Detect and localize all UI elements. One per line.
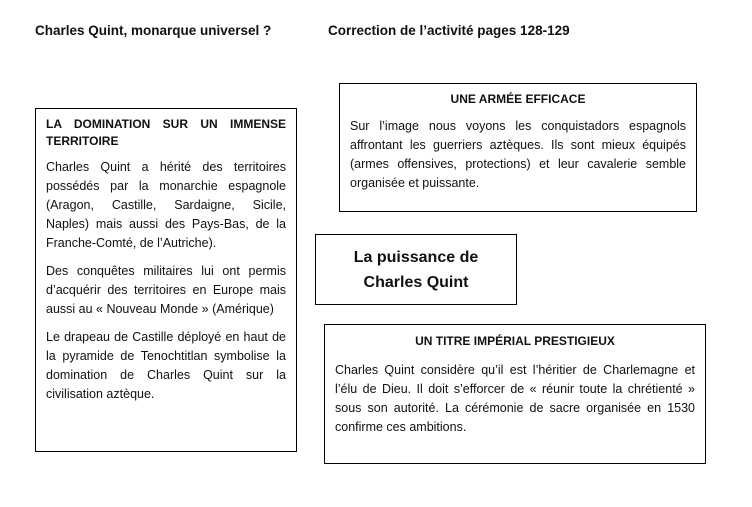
central-title-line1: La puissance de — [353, 248, 479, 266]
domination-paragraph-1: Charles Quint a hérité des territoires possédés par la monarchie espagnole (Aragon, Castille, Sardaigne, Sicile, Naples) mais aussi des Pays-Bas, de la Franche-Comté, de l’Autriche). — [46, 160, 286, 250]
domination-title-line2: TERRITOIRE — [46, 134, 119, 148]
titre-imperial-box — [324, 324, 706, 464]
domination-title — [46, 116, 286, 150]
armee-title: UNE ARMÉE EFFICACE — [450, 92, 586, 106]
domination-paragraph-2: Des conquêtes militaires lui ont permis d’acquérir des territoires en Europe mais aussi au « Nouveau Monde » (Amérique) — [46, 264, 286, 316]
document-title: Charles Quint, monarque universel ? — [35, 23, 272, 38]
titre-imperial-title: UN TITRE IMPÉRIAL PRESTIGIEUX — [415, 334, 615, 348]
domination-paragraph-3: Le drapeau de Castille déployé en haut de la pyramide de Tenochtitlan symbolise la domination de Charles Quint sur la civilisation aztèque. — [46, 330, 286, 401]
armee-paragraph: Sur l’image nous voyons les conquistadors espagnols affrontant les guerriers aztèques. Ils sont mieux équipés (armes offensives, protections) et leur cavalerie semble organisée et puissante. — [350, 119, 686, 190]
document-subtitle: Correction de l’activité pages 128-129 — [328, 23, 570, 38]
armee-box — [339, 83, 697, 212]
titre-imperial-paragraph: Charles Quint considère qu’il est l’héritier de Charlemagne et l’élu de Dieu. Il doit s’efforcer de « réunir toute la chrétienté » sous son autorité. La cérémonie de sacre organisée en 1530 confirme ces ambitions. — [335, 363, 695, 434]
domination-box — [35, 108, 297, 452]
central-theme-box — [315, 234, 517, 305]
domination-title-line1: LA DOMINATION SUR UN IMMENSE — [46, 117, 286, 131]
central-title-line2: Charles Quint — [363, 273, 469, 291]
